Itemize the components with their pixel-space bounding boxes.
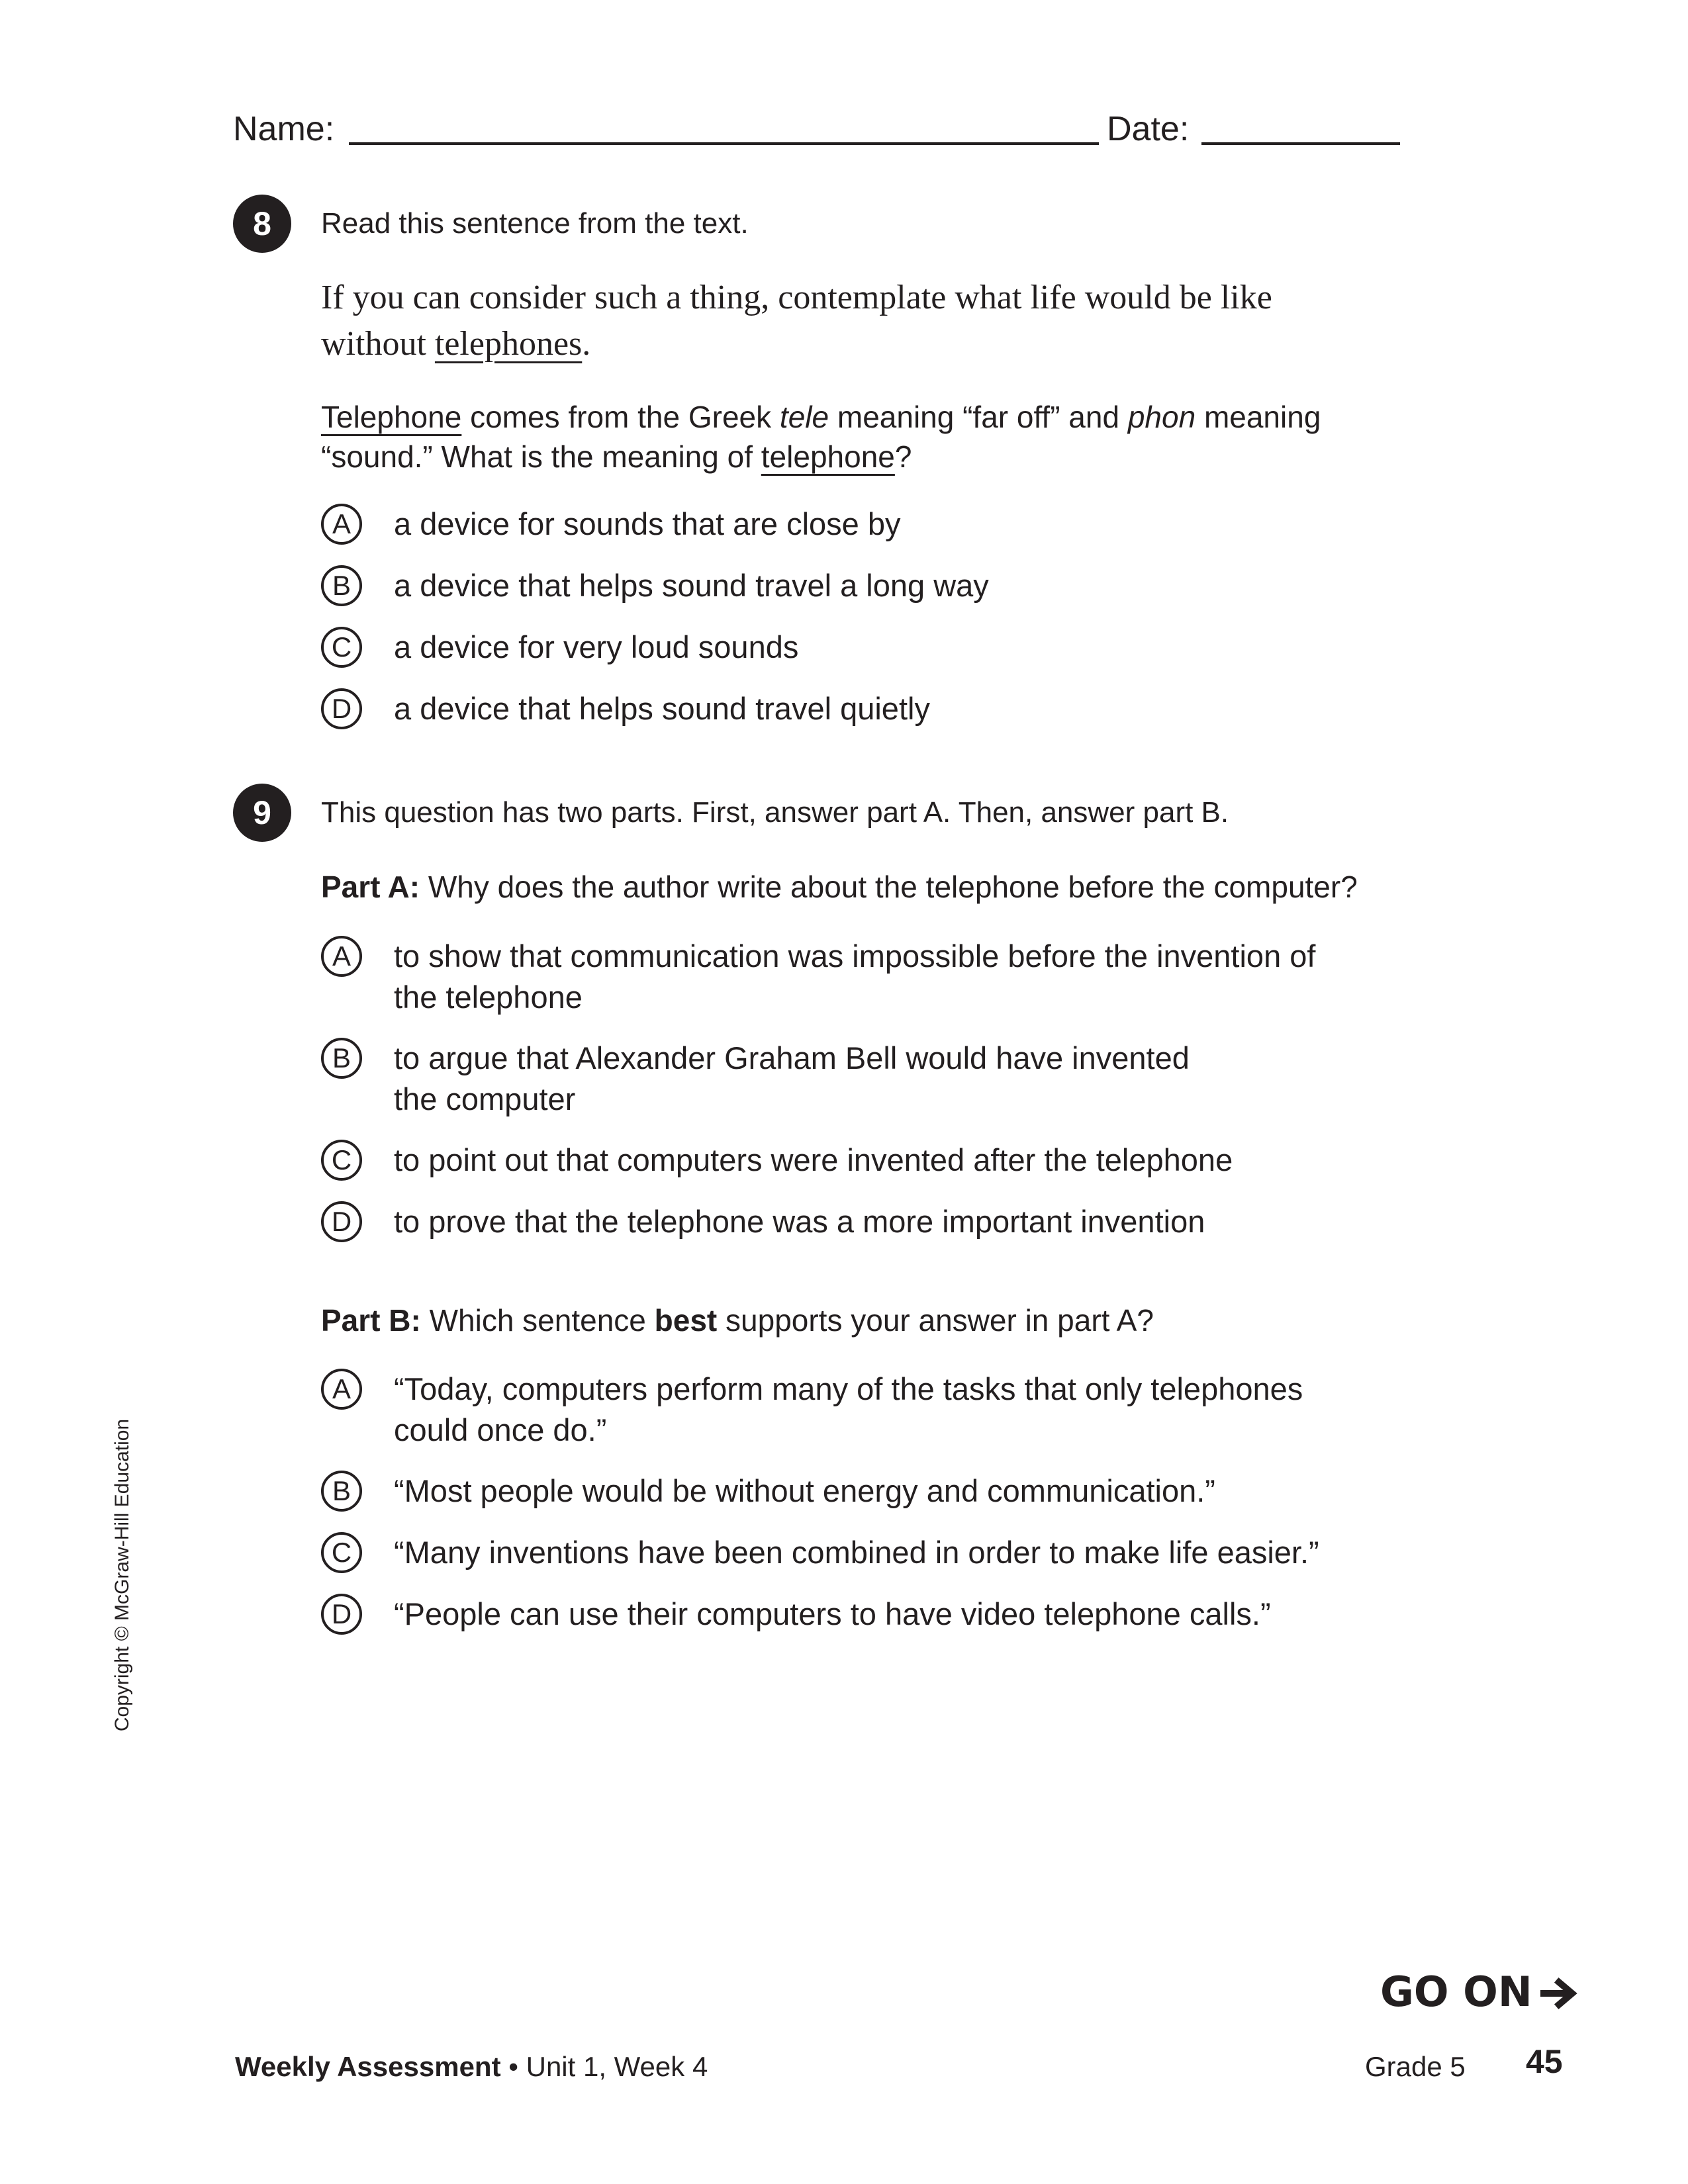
option-bubble[interactable]: A [321, 504, 362, 545]
option-bubble[interactable]: A [321, 1369, 362, 1410]
option-bubble[interactable]: B [321, 1471, 362, 1512]
q8-stem-line2: “sound.” What is the meaning of telephone? [321, 439, 912, 474]
q9-instruction: This question has two parts. First, answer part A. Then, answer part B. [321, 796, 1229, 829]
q9-part-b-question: Part B: Which sentence best supports your answer in part A? [321, 1303, 1154, 1338]
date-line[interactable] [1201, 142, 1400, 145]
option-bubble[interactable]: B [321, 565, 362, 606]
go-on: GO ON [1380, 1969, 1579, 2019]
question-number-9: 9 [233, 784, 291, 842]
footer-assessment: Weekly Assessment • Unit 1, Week 4 [235, 2051, 708, 2082]
option-bubble[interactable]: C [321, 627, 362, 668]
q8-quote-line2: without telephones. [321, 325, 591, 363]
option-bubble[interactable]: B [321, 1038, 362, 1079]
quote-word-telephones: telephones [434, 325, 583, 363]
option-bubble[interactable]: C [321, 1140, 362, 1181]
date-label: Date: [1107, 110, 1190, 148]
q9-part-a-question: Part A: Why does the author write about the telephone before the computer? [321, 870, 1358, 904]
page-number: 45 [1526, 2043, 1563, 2080]
name-line[interactable] [349, 142, 1099, 145]
q8-instruction: Read this sentence from the text. [321, 207, 749, 240]
question-number-8: 8 [233, 195, 291, 253]
option-bubble[interactable]: D [321, 1201, 362, 1242]
name-label: Name: [233, 110, 335, 148]
arrow-right-icon [1540, 1973, 1579, 2019]
option-bubble[interactable]: D [321, 1594, 362, 1635]
footer-grade: Grade 5 [1365, 2051, 1466, 2082]
option-bubble[interactable]: A [321, 936, 362, 977]
copyright-notice: Copyright © McGraw-Hill Education [111, 1418, 133, 1732]
option-bubble[interactable]: D [321, 688, 362, 729]
q8-stem-line1: Telephone comes from the Greek tele meaning “far off” and phon meaning [321, 400, 1321, 434]
option-bubble[interactable]: C [321, 1532, 362, 1573]
q8-quote-line1: If you can consider such a thing, contemplate what life would be like [321, 279, 1272, 316]
